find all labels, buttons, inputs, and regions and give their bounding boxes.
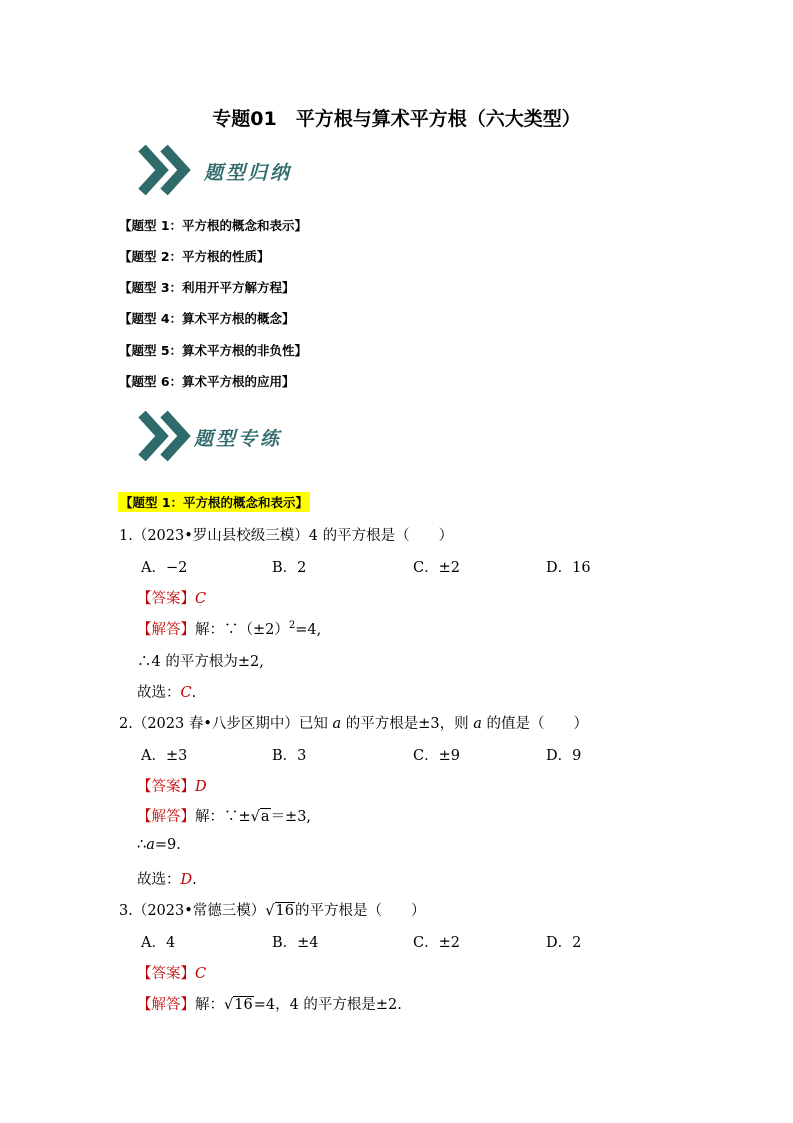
stem-text: 的值是（ ） <box>481 716 589 732</box>
q1-option-c: C．±2 <box>413 560 460 576</box>
answer-value: C <box>195 966 207 982</box>
stem-text: 2.（2023 春•八步区期中）已知 <box>119 716 333 732</box>
variable: a <box>473 716 482 732</box>
choose-value: C <box>180 685 192 701</box>
choose-value: D <box>180 872 193 888</box>
stem-text: 的平方根是±3，则 <box>341 716 474 732</box>
q2-solution-line <box>137 805 311 826</box>
q1-solution-line-2: ∴4 的平方根为±2, <box>137 654 264 670</box>
answer-label: 【答案】 <box>137 779 195 795</box>
q3-solution-line <box>137 993 402 1014</box>
banner-label: 题型归纳 <box>204 162 293 184</box>
radical: √16 <box>224 997 253 1013</box>
radicand: 16 <box>234 997 253 1013</box>
radicand: 16 <box>275 903 294 919</box>
solution-text: 解： <box>195 997 224 1013</box>
question-3-stem <box>119 899 426 920</box>
type-item-2: 【题型 2：平方根的性质】 <box>119 249 270 264</box>
variable: a <box>332 716 342 732</box>
type-item-1: 【题型 1：平方根的概念和表示】 <box>119 218 308 233</box>
q1-option-a: A．−2 <box>141 560 188 576</box>
q1-answer-line <box>137 587 206 608</box>
radicand: a <box>260 809 270 825</box>
answer-value: C <box>195 591 207 607</box>
q2-option-a: A．±3 <box>141 748 188 764</box>
period: . <box>191 685 197 701</box>
solution-label: 【解答】 <box>137 622 195 638</box>
stem-text: 的平方根是（ ） <box>295 903 426 919</box>
choose-label: 故选： <box>137 685 181 701</box>
section-banner-summary <box>136 140 356 200</box>
section-banner-practice <box>136 406 356 466</box>
q2-option-c: C．±9 <box>413 748 460 764</box>
double-chevron-icon <box>136 140 196 200</box>
solution-text: =4, <box>295 622 322 638</box>
q3-option-a: A．4 <box>141 935 176 951</box>
solution-text: =4，4 的平方根是±2. <box>253 997 402 1013</box>
q1-option-b: B．2 <box>272 560 307 576</box>
type-item-3: 【题型 3：利用开平方解方程】 <box>119 280 295 295</box>
type-item-5: 【题型 5：算术平方根的非负性】 <box>119 343 308 358</box>
therefore: ∴ <box>137 837 147 853</box>
solution-label: 【解答】 <box>137 997 195 1013</box>
q3-option-b: B．±4 <box>272 935 319 951</box>
q3-option-c: C．±2 <box>413 935 460 951</box>
answer-value: D <box>195 779 207 795</box>
solution-text: 解：∵（±2） <box>195 622 289 638</box>
q3-answer-line <box>137 962 206 983</box>
double-chevron-icon <box>136 406 196 466</box>
q2-answer-line <box>137 775 207 796</box>
type-item-6: 【题型 6：算术平方根的应用】 <box>119 374 295 389</box>
radical: √16 <box>265 903 294 919</box>
stem-text: 3.（2023•常德三模） <box>119 903 266 919</box>
type-item-4: 【题型 4：算术平方根的概念】 <box>119 311 295 326</box>
answer-label: 【答案】 <box>137 591 195 607</box>
radical: √a <box>250 809 270 825</box>
page-title: 专题01 平方根与算术平方根（六大类型） <box>212 108 581 130</box>
choose-label: 故选： <box>137 872 181 888</box>
solution-label: 【解答】 <box>137 809 195 825</box>
answer-label: 【答案】 <box>137 966 195 982</box>
variable: a <box>146 837 155 853</box>
q2-option-d: D．9 <box>546 748 582 764</box>
solution-text: =9. <box>154 837 181 853</box>
period: . <box>192 872 197 888</box>
question-2-stem <box>119 712 588 733</box>
q1-option-d: D．16 <box>546 560 591 576</box>
q1-solution-line <box>137 618 321 639</box>
banner-label: 题型专练 <box>194 428 283 450</box>
q2-option-b: B．3 <box>272 748 307 764</box>
q1-choose-line <box>137 681 196 702</box>
question-1-stem: 1.（2023•罗山县校级三模）4 的平方根是（ ） <box>119 528 454 544</box>
solution-text: ＝±3, <box>270 809 312 825</box>
solution-text: 解：∵± <box>195 809 251 825</box>
section-heading-type1: 【题型 1：平方根的概念和表示】 <box>118 492 310 512</box>
q3-option-d: D．2 <box>546 935 582 951</box>
exponent: 2 <box>288 620 296 632</box>
q2-choose-line <box>137 868 197 889</box>
q2-solution-line-2 <box>137 837 181 853</box>
